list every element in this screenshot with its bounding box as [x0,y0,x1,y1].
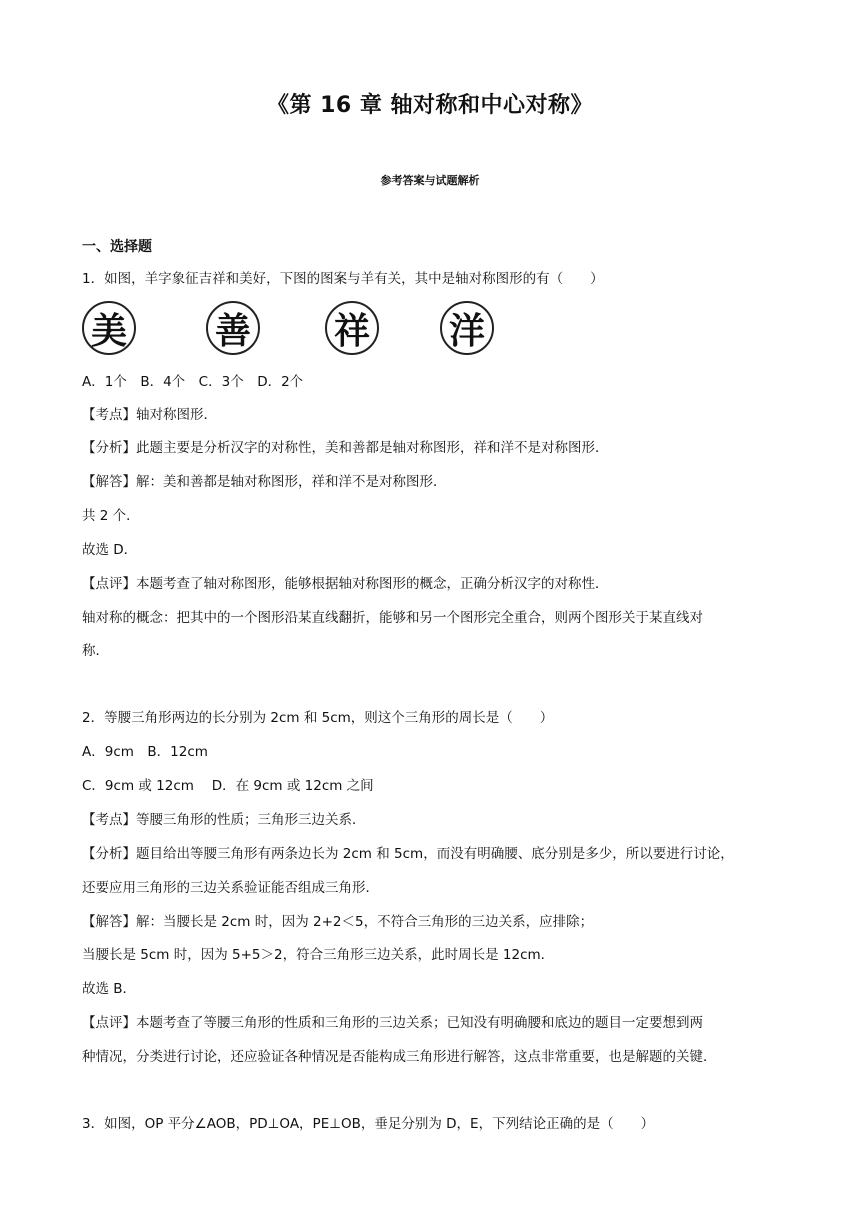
q1-dianping-3: 称． [82,643,109,659]
q1-stem: 1．如图，羊字象征吉祥和美好，下图的图案与羊有关，其中是轴对称图形的有（ ） [82,271,604,287]
glyph-shan: 善 [206,301,260,355]
q2-fenxi-1: 【分析】题目给出等腰三角形有两条边长为 2cm 和 5cm，而没有明确腰、底分别是多少，所以要进行讨论， [82,846,734,862]
q1-jieda-3: 故选 D． [82,542,138,558]
page-title: 《第 16 章 轴对称和中心对称》 [266,93,594,118]
q2-jieda-3: 故选 B． [82,981,137,997]
q2-dianping-2: 种情况，分类进行讨论，还应验证各种情况是否能构成三角形进行解答，这点非常重要，也是解题的关键． [82,1049,717,1065]
q1-jieda-1: 【解答】解：美和善都是轴对称图形，祥和洋不是对称图形． [82,474,447,490]
section-heading: 一、选择题 [82,239,152,255]
q2-stem: 2．等腰三角形两边的长分别为 2cm 和 5cm，则这个三角形的周长是（ ） [82,710,554,726]
q2-jieda-2: 当腰长是 5cm 时，因为 5+5＞2，符合三角形三边关系，此时周长是 12cm． [82,947,555,963]
glyph-yang-ocean: 洋 [440,301,494,355]
q2-fenxi-2: 还要应用三角形的三边关系验证能否组成三角形． [82,880,379,896]
q1-fenxi: 【分析】此题主要是分析汉字的对称性，美和善都是轴对称图形，祥和洋不是对称图形． [82,440,609,456]
q2-kaodian: 【考点】等腰三角形的性质；三角形三边关系． [82,812,366,828]
glyph-xiang-auspicious: 祥 [325,301,379,355]
q2-jieda-1: 【解答】解：当腰长是 2cm 时，因为 2+2＜5，不符合三角形的三边关系，应排除； [82,914,594,930]
q2-options-2: C．9cm 或 12cm D．在 9cm 或 12cm 之间 [82,778,374,794]
q1-options: A．1个 B．4个 C．3个 D．2个 [82,374,304,390]
q1-dianping-2: 轴对称的概念：把其中的一个图形沿某直线翻折，能够和另一个图形完全重合，则两个图形关于某直线对 [82,610,703,626]
q3-stem: 3．如图，OP 平分∠AOB，PD⊥OA，PE⊥OB，垂足分别为 D，E，下列结论正确的是（ ） [82,1116,655,1132]
q2-options-1: A．9cm B．12cm [82,744,208,760]
page-subtitle: 参考答案与试题解析 [380,174,480,187]
q1-jieda-2: 共 2 个． [82,508,140,524]
glyph-mei: 美 [82,301,136,355]
q1-glyph-figure [0,301,860,359]
q1-dianping-1: 【点评】本题考查了轴对称图形，能够根据轴对称图形的概念，正确分析汉字的对称性． [82,576,609,592]
q1-kaodian: 【考点】轴对称图形． [82,407,217,423]
q2-dianping-1: 【点评】本题考查了等腰三角形的性质和三角形的三边关系；已知没有明确腰和底边的题目一定要想到两 [82,1015,703,1031]
